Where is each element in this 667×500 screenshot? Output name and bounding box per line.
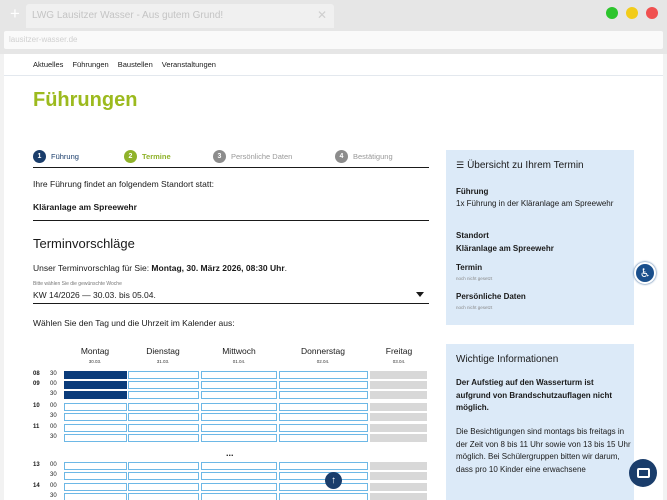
summary-location-value: Kläranlage am Spreewehr [456,244,554,253]
chat-button[interactable] [629,459,657,487]
time-slot [370,434,427,442]
time-slot[interactable] [64,462,127,470]
page-title: Führungen [33,89,138,111]
time-slot[interactable] [279,493,368,500]
time-slot[interactable] [128,381,199,389]
nav-item-aktuelles[interactable]: Aktuelles [33,60,64,69]
web-page [4,54,663,500]
proposal-value: Montag, 30. März 2026, 08:30 Uhr [151,263,285,273]
summary-date-value: noch nicht gesetzt [456,276,493,281]
time-slot[interactable] [64,472,127,480]
time-slot[interactable] [201,434,277,442]
proposal-suffix: . [284,263,288,273]
time-minute: 00 [50,403,57,409]
summary-tour-label: Führung [456,187,489,196]
time-slot[interactable] [64,493,127,500]
window-close-button[interactable] [646,7,658,19]
time-slot[interactable] [201,493,277,500]
day-header: Mittwoch [222,346,256,356]
time-slot[interactable] [279,424,368,432]
time-hour: 09 [33,381,40,387]
time-slot [370,381,427,389]
chat-icon [637,468,650,478]
step-bestaetigung [335,149,393,163]
time-slot[interactable] [128,493,199,500]
nav-item-baustellen[interactable]: Baustellen [117,60,153,69]
time-hour: 11 [33,424,40,430]
address-bar[interactable] [4,31,663,49]
time-slot[interactable] [64,424,127,432]
time-slot[interactable] [201,391,277,399]
step-label: Termine [142,151,171,161]
time-slot[interactable] [279,381,368,389]
calendar-intro: Wählen Sie den Tag und die Uhrzeit im Kalender aus: [33,318,235,328]
time-slot[interactable] [64,391,127,399]
window-minimize-button[interactable] [626,7,638,19]
time-hour: 14 [33,483,40,489]
time-slot[interactable] [128,434,199,442]
location-name: Kläranlage am Spreewehr [33,202,137,212]
time-slot[interactable] [279,391,368,399]
time-slot [370,493,427,500]
time-slot[interactable] [64,371,127,379]
step-persoenliche-daten [213,149,292,163]
main-nav [33,60,216,69]
week-select[interactable]: KW 14/2026 — 30.03. bis 05.04. [33,290,156,300]
new-tab-icon[interactable]: + [10,4,20,23]
time-slot[interactable] [279,472,368,480]
time-minute: 00 [50,483,57,489]
time-minute: 30 [50,493,57,499]
time-slot [370,403,427,411]
nav-divider [4,75,663,76]
time-slot[interactable] [64,403,127,411]
time-slot[interactable] [279,403,368,411]
info-box [446,344,634,500]
info-title: Wichtige Informationen [456,354,559,365]
time-slot[interactable] [201,483,277,491]
window-maximize-button[interactable] [606,7,618,19]
time-slot[interactable] [201,413,277,421]
time-slot[interactable] [128,391,199,399]
time-slot[interactable] [128,472,199,480]
time-slot[interactable] [64,381,127,389]
time-slot[interactable] [279,483,368,491]
step-number: 3 [213,150,226,163]
browser-tab[interactable] [26,4,334,28]
step-number: 1 [33,150,46,163]
week-select-underline [33,303,429,304]
time-minute: 30 [50,391,57,397]
time-slot [370,462,427,470]
time-minute: 00 [50,424,57,430]
week-select-label: Bitte wählen Sie die gewünschte Woche [33,281,122,287]
time-slot [370,483,427,491]
summary-personal-value: noch nicht gesetzt [456,305,493,310]
time-slot[interactable] [128,413,199,421]
location-intro: Ihre Führung findet an folgendem Standort statt: [33,179,214,189]
steps-divider [33,167,429,168]
time-slot[interactable] [279,434,368,442]
step-number: 2 [124,150,137,163]
url-text: lausitzer-wasser.de [9,35,78,44]
time-slot[interactable] [128,462,199,470]
time-slot [370,391,427,399]
summary-title [456,160,584,171]
time-minute: 30 [50,434,57,440]
tab-title: LWG Lausitzer Wasser - Aus gutem Grund! [32,10,224,21]
time-slot [370,371,427,379]
time-hour: 08 [33,371,40,377]
proposal-text [33,263,287,273]
close-tab-icon[interactable]: ✕ [316,8,327,22]
day-date: 31.03. [156,359,170,364]
time-minute: 00 [50,381,57,387]
time-slot[interactable] [201,403,277,411]
day-header: Montag [80,346,110,356]
time-hour: 10 [33,403,40,409]
day-date: 30.03. [88,359,102,364]
step-label: Führung [51,151,79,161]
time-slot [370,424,427,432]
summary-tour-value: 1x Führung in der Kläranlage am Spreewehr [456,199,614,208]
accessibility-icon[interactable]: ♿ [634,262,656,284]
time-minute: 30 [50,472,57,478]
time-slot[interactable] [201,472,277,480]
day-date: 02.04. [316,359,330,364]
time-hour: 13 [33,462,40,468]
time-slot[interactable] [128,424,199,432]
time-slot [370,472,427,480]
time-gap-marker: ... [226,448,234,458]
summary-location-label: Standort [456,231,489,240]
step-label: Persönliche Daten [231,151,293,161]
info-warning: Der Aufstieg auf den Wasserturm ist aufgrund von Brandschutzauflagen nicht möglich. [456,378,613,412]
time-slot[interactable] [64,483,127,491]
time-slot[interactable] [201,381,277,389]
info-text: Die Besichtigungen sind montags bis freitags in der Zeit von 8 bis 11 Uhr sowie von 13 bis 15 Uhr möglich. Bei Schülergruppen bitten wir darum, dass pro 10 Kinder eine erwachsene [456,427,631,474]
time-slot[interactable] [64,413,127,421]
list-icon: ☰ [456,160,465,170]
browser-chrome [0,0,667,54]
time-minute: 00 [50,462,57,468]
summary-box [446,150,634,325]
time-slot [370,413,427,421]
summary-date-label: Termin [456,263,483,272]
day-date: 03.04. [392,359,406,364]
summary-personal-label: Persönliche Daten [456,292,526,301]
time-slot[interactable] [201,424,277,432]
proposal-prefix: Unser Terminvorschlag für Sie: [33,263,152,273]
nav-item-veranstaltungen[interactable]: Veranstaltungen [161,60,216,69]
time-slot[interactable] [201,462,277,470]
time-minute: 30 [50,413,57,419]
day-header: Dienstag [146,346,180,356]
scroll-up-button[interactable]: ↑ [325,472,342,489]
day-date: 01.04. [232,359,246,364]
time-minute: 30 [50,371,57,377]
suggestions-heading: Terminvorschläge [33,236,135,251]
nav-item-fuehrungen[interactable]: Führungen [72,60,109,69]
time-slot[interactable] [128,371,199,379]
time-slot[interactable] [279,462,368,470]
time-slot[interactable] [201,371,277,379]
summary-title-text: Übersicht zu Ihrem Termin [467,160,584,171]
time-slot[interactable] [279,371,368,379]
step-label: Bestätigung [353,151,393,161]
booking-steps [33,149,429,163]
step-fuehrung[interactable] [33,149,79,163]
step-number: 4 [335,150,348,163]
day-header: Freitag [385,346,413,356]
time-slot[interactable] [128,403,199,411]
day-header: Donnerstag [301,346,345,356]
section-divider [33,220,429,221]
chevron-down-icon[interactable] [416,292,424,297]
time-slot[interactable] [279,413,368,421]
step-termine[interactable] [124,149,171,163]
time-slot[interactable] [64,434,127,442]
time-slot[interactable] [128,483,199,491]
